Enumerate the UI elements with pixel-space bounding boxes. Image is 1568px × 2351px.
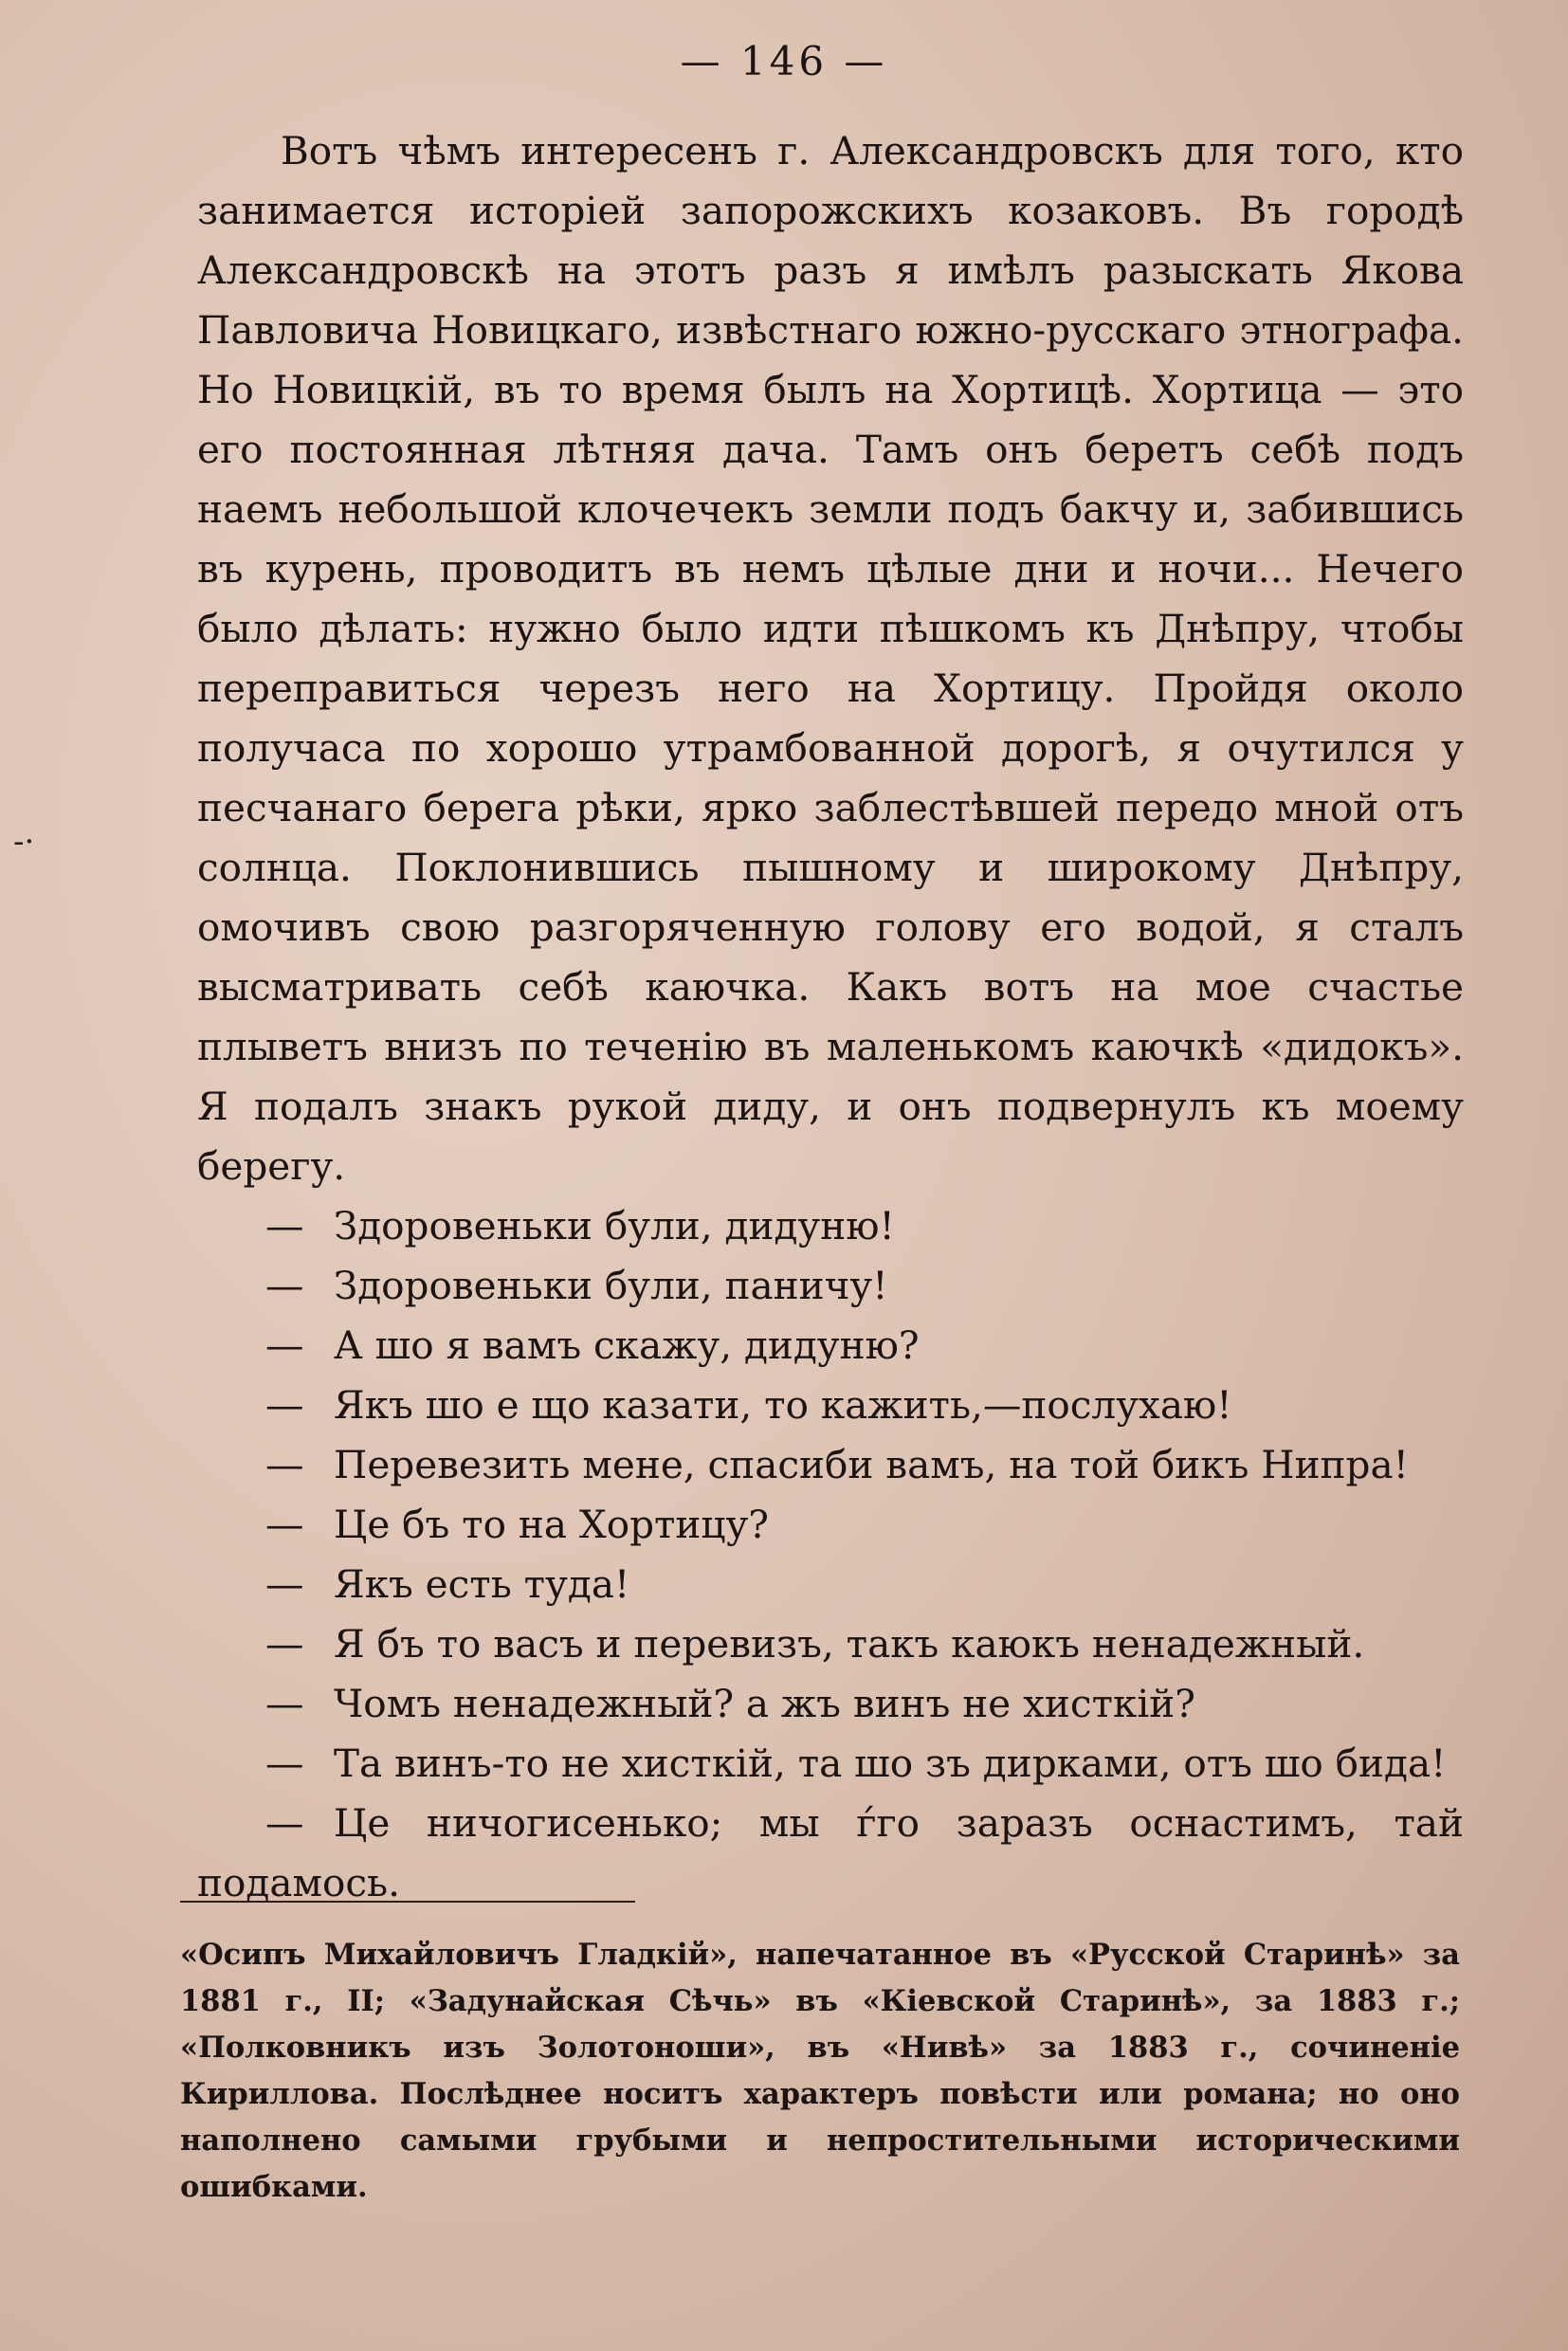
dialogue-text: Здоровеньки були, дидуню! xyxy=(334,1203,895,1248)
dialogue-list xyxy=(197,1196,1464,1913)
dialogue-text: Здоровеньки були, паничу! xyxy=(334,1263,888,1308)
dialogue-line xyxy=(197,1674,1464,1734)
dialogue-text: Чомъ ненадежный? а жъ винъ не хисткій? xyxy=(334,1681,1195,1726)
dialogue-text: Я бъ то васъ и перевизъ, такъ каюкъ ненадежный. xyxy=(334,1621,1365,1667)
dialogue-text: Якъ есть туда! xyxy=(334,1561,630,1607)
dialogue-dash: — xyxy=(265,1203,304,1248)
main-paragraph: Вотъ чѣмъ интересенъ г. Александровскъ для того, кто занимается исторіей запорожскихъ козаковъ. Въ городѣ Александровскѣ на этотъ разъ я имѣлъ разыскать Якова Павловича Новицкаго, извѣстнаго южно-русскаго этнографа. Но Новицкій, въ то время былъ на Хортицѣ. Хортица — это его постоянная лѣтняя дача. Тамъ онъ беретъ себѣ подъ наемъ небольшой клочечекъ земли подъ бакчу и, забившись въ курень, проводитъ въ немъ цѣлые дни и ночи... Нечего было дѣлать: нужно было идти пѣшкомъ къ Днѣпру, чтобы переправиться черезъ него на Хортицу. Пройдя около получаса по хорошо утрамбованной дорогѣ, я очутился у песчанаго берега рѣки, ярко заблестѣвшей передо мной отъ солнца. Поклонившись пышному и широкому Днѣпру, омочивъ свою разгоряченную голову его водой, я сталъ высматривать себѣ каючка. Какъ вотъ на мое счастье плыветъ внизъ по теченію въ маленькомъ каючкѣ «дидокъ». Я подалъ знакъ рукой диду, и онъ подвернулъ къ моему берегу. xyxy=(197,128,1464,1189)
dialogue-text: Це бъ то на Хортицу? xyxy=(334,1502,769,1547)
dialogue-text: Перевезить мене, спасиби вамъ, на той бикъ Нипра! xyxy=(334,1442,1409,1487)
footnote xyxy=(180,1932,1460,2211)
dialogue-line xyxy=(197,1256,1464,1316)
footnote-divider xyxy=(180,1901,635,1903)
dialogue-line xyxy=(197,1316,1464,1376)
dialogue-dash: — xyxy=(265,1322,304,1368)
dialogue-dash: — xyxy=(265,1263,304,1308)
dialogue-line xyxy=(197,1435,1464,1495)
dialogue-line xyxy=(197,1555,1464,1614)
dialogue-dash: — xyxy=(265,1681,304,1726)
dialogue-dash: — xyxy=(265,1740,304,1786)
margin-mark: -· xyxy=(13,823,35,861)
dialogue-dash: — xyxy=(265,1442,304,1487)
dialogue-dash: — xyxy=(265,1800,304,1846)
dialogue-line xyxy=(197,1376,1464,1435)
dialogue-dash: — xyxy=(265,1621,304,1667)
dialogue-dash: — xyxy=(265,1382,304,1428)
dialogue-line xyxy=(197,1734,1464,1794)
footnote-text: «Осипъ Михайловичъ Гладкій», напечатанное въ «Русской Старинѣ» за 1881 г., II; «Задунайская Сѣчь» въ «Кіевской Старинѣ», за 1883 г.; «Полковникъ изъ Золотоноши», въ «Нивѣ» за 1883 г., сочиненіе Кириллова. Послѣднее носитъ характеръ повѣсти или романа; но оно наполнено самыми грубыми и непростительными историческими ошибками. xyxy=(180,1938,1460,2204)
page-number: — 146 — xyxy=(680,38,888,84)
dialogue-dash: — xyxy=(265,1561,304,1607)
dialogue-line xyxy=(197,1794,1464,1913)
dialogue-text: А шо я вамъ скажу, дидуню? xyxy=(334,1322,920,1368)
dialogue-line xyxy=(197,1196,1464,1256)
dialogue-text: Якъ шо е що казати, то кажить,—послухаю! xyxy=(334,1382,1232,1428)
dialogue-line xyxy=(197,1614,1464,1674)
dialogue-text: Та винъ-то не хисткій, та шо зъ дирками, отъ шо бида! xyxy=(334,1740,1447,1786)
dialogue-text: Це ничогисенько; мы ѓго заразъ оснастимъ, тай подамось. xyxy=(197,1800,1464,1905)
body-text xyxy=(197,121,1464,1913)
dialogue-dash: — xyxy=(265,1502,304,1547)
dialogue-line xyxy=(197,1495,1464,1555)
